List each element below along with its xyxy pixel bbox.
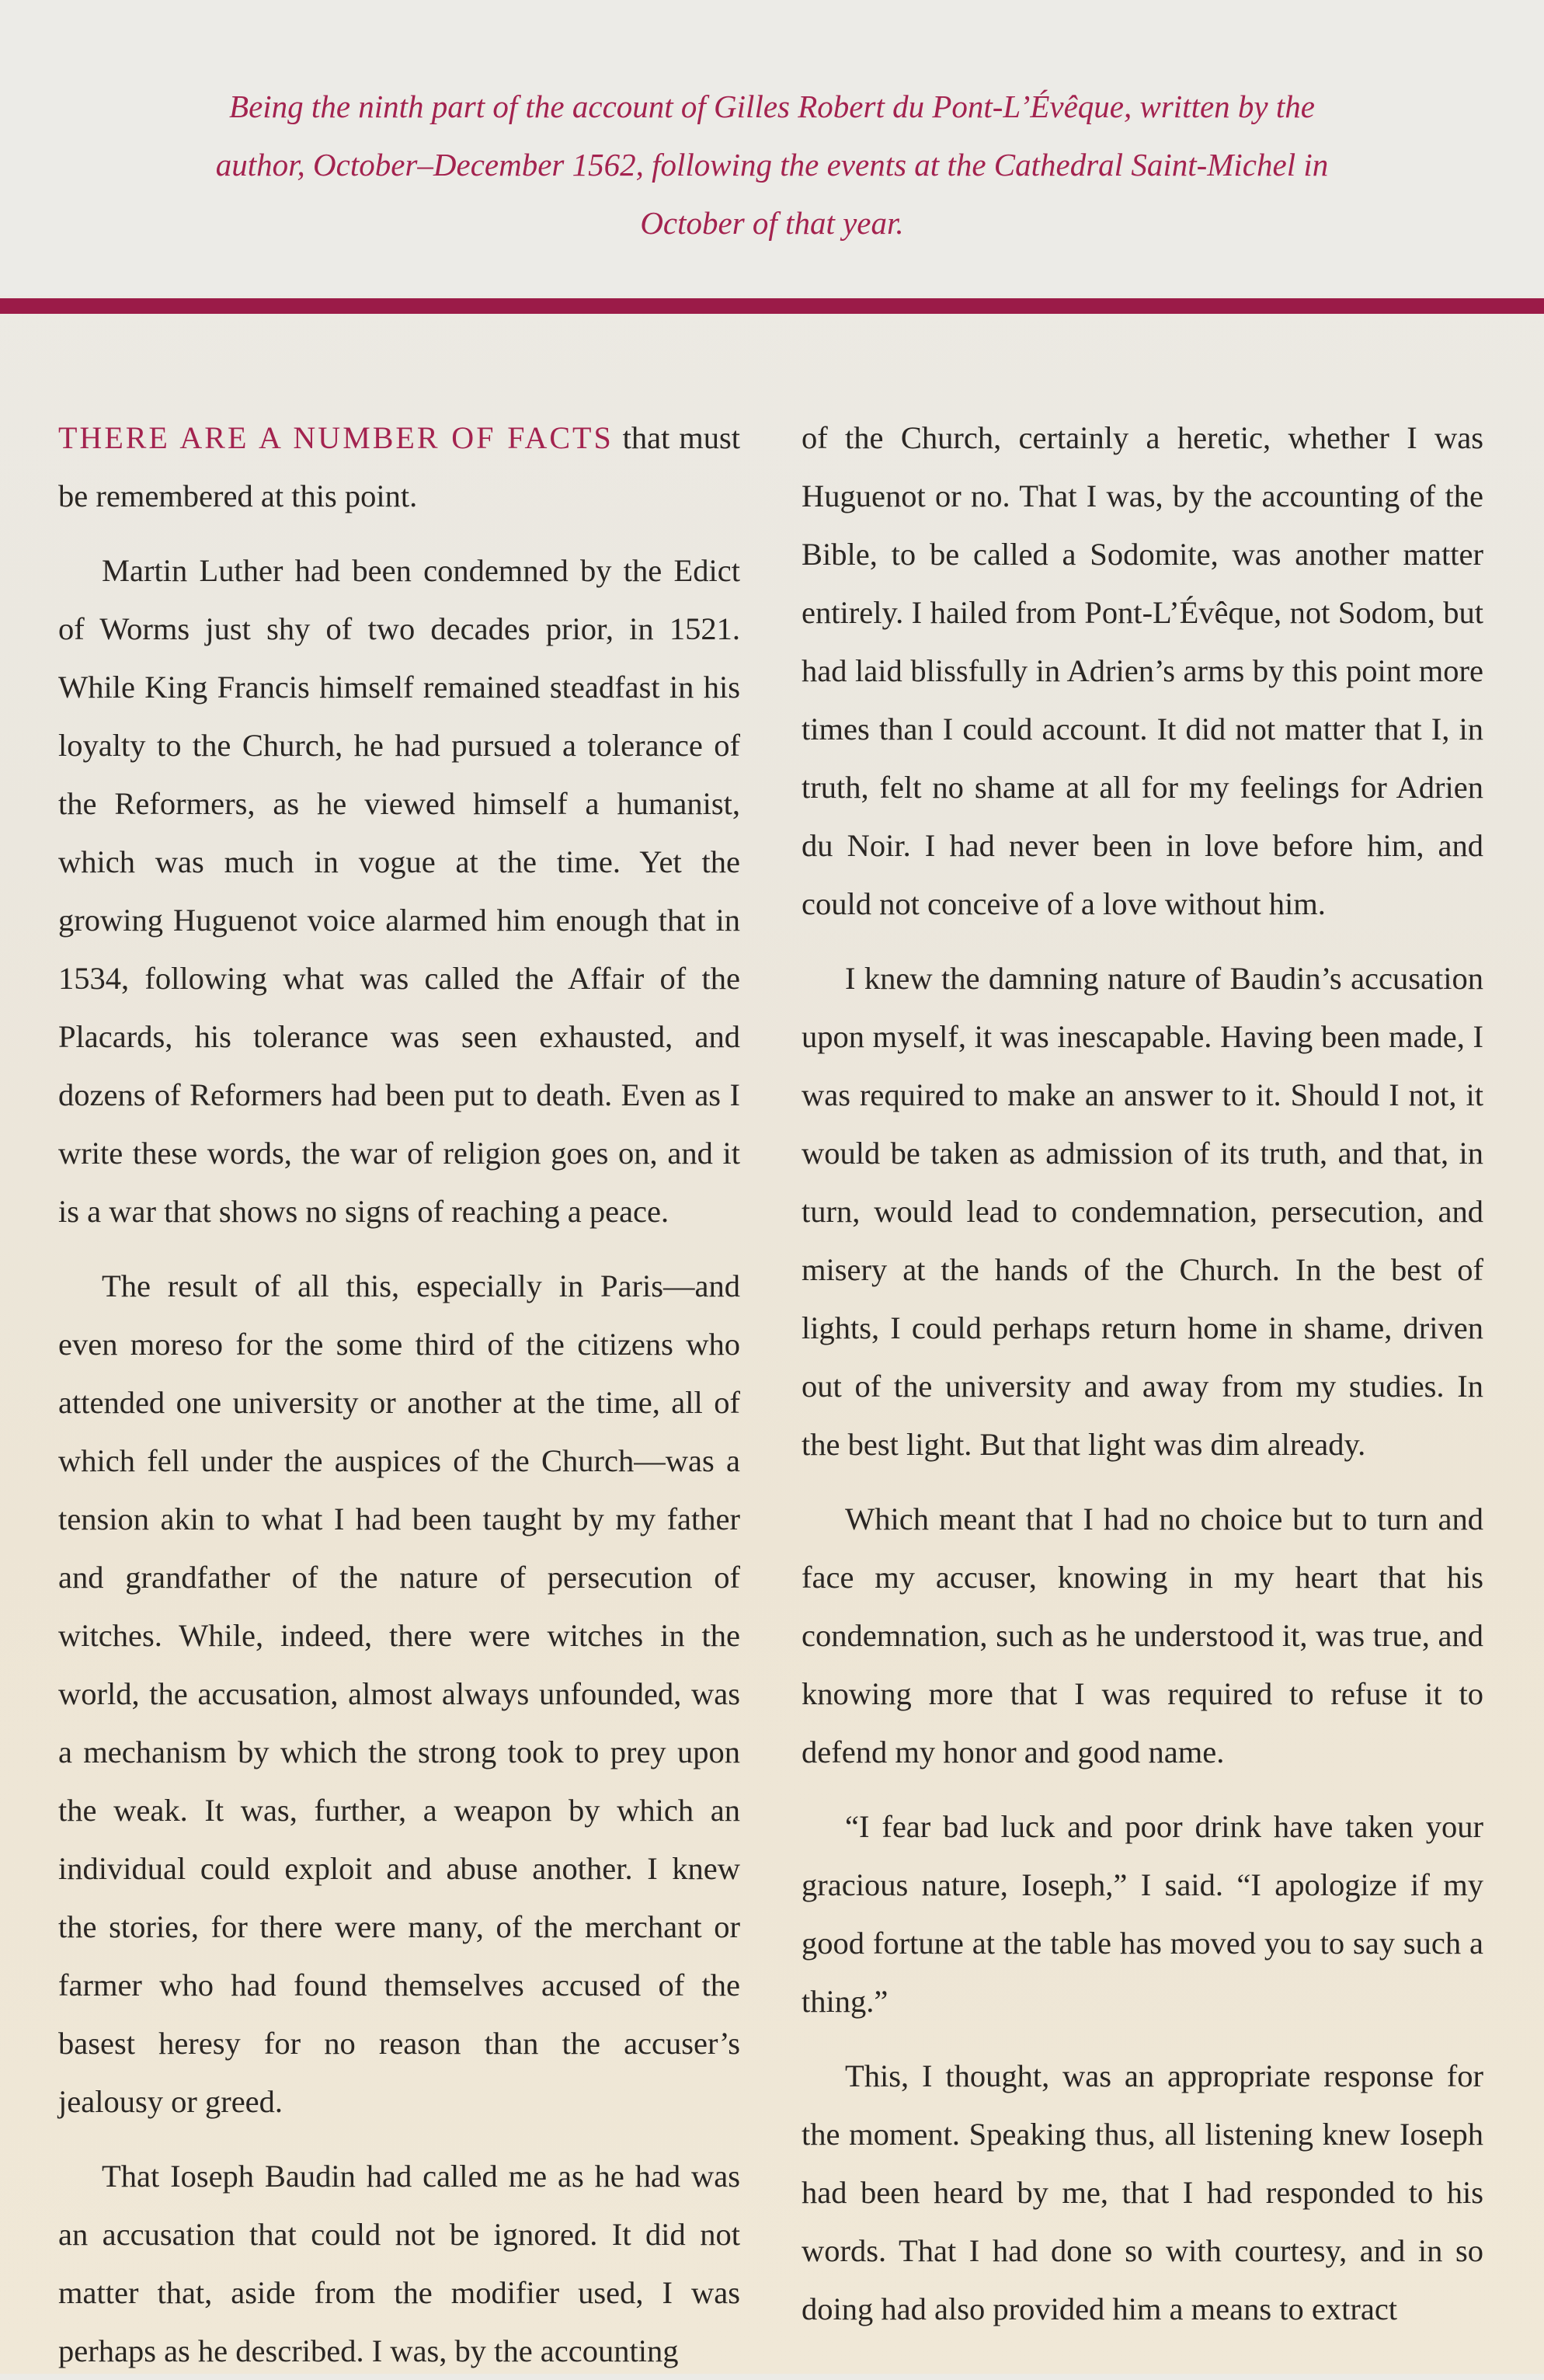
paragraph: Which meant that I had no choice but to turn and face my accuser, knowing in my heart that his condemnation, such as he understood it, was true, and knowing more that I was required to refuse it to defend my honor and good name. bbox=[802, 1501, 1483, 1769]
paragraph: of the Church, certainly a heretic, whether I was Huguenot or no. That I was, by the accounting of the Bible, to be called a Sodomite, was another matter entirely. I hailed from Pont-L’Évêque, not Sodom, but had laid blissfully in Adrien’s arms by this point more times than I could account. It did not matter that I, in truth, felt no shame at all for my feelings for Adrien du Noir. I had never been in love before him, and could not conceive of a love without him. bbox=[802, 420, 1483, 921]
paragraph bbox=[58, 409, 740, 525]
paragraph: This, I thought, was an appropriate response for the moment. Speaking thus, all listening knew Ioseph had been heard by me, that I had responded to his words. That I had done so with courtesy, and in so doing had also provided him a means to extract bbox=[802, 2058, 1483, 2326]
left-column bbox=[58, 409, 740, 2380]
right-column bbox=[802, 409, 1483, 2338]
header-rule bbox=[0, 298, 1544, 314]
opening-words: THERE ARE A NUMBER OF FACTS bbox=[58, 420, 614, 455]
paragraph: Martin Luther had been condemned by the Edict of Worms just shy of two decades prior, in 1521. While King Francis himself remained steadfast in his loyalty to the Church, he had pursued a tolerance of the Reformers, as he viewed himself a humanist, which was much in vogue at the time. Yet the growing Huguenot voice alarmed him enough that in 1534, following what was called the Affair of the Placards, his tolerance was seen exhausted, and dozens of Reformers had been put to death. Even as I write these words, the war of religion goes on, and it is a war that shows no signs of reaching a peace. bbox=[58, 553, 740, 1229]
paragraph: I knew the damning nature of Baudin’s accusation upon myself, it was inescapable. Having been made, I was required to make an answer to it. Should I not, it would be taken as admission of its truth, and that, in turn, would lead to condemnation, persecution, and misery at the hands of the Church. In the best of lights, I could perhaps return home in shame, driven out of the university and away from my studies. In the best light. But that light was dim already. bbox=[802, 961, 1483, 1462]
paragraph: “I fear bad luck and poor drink have taken your gracious nature, Ioseph,” I said. “I apologize if my good fortune at the table has moved you to say such a thing.” bbox=[802, 1809, 1483, 2019]
header-band bbox=[0, 0, 1544, 295]
paragraph-text: that must be remembered at this point. bbox=[58, 420, 741, 513]
paragraph: The result of all this, especially in Paris—and even moreso for the some third of the citizens who attended one university or another at the time, all of which fell under the auspices of the Church—was a tension akin to what I had been taught by my father and grandfather of the nature of persecution of witches. While, indeed, there were witches in the world, the accusation, almost always unfounded, was a mechanism by which the strong took to prey upon the weak. It was, further, a weapon by which an individual could exploit and abuse another. I knew the stories, for there were many, of the merchant or farmer who had found themselves accused of the basest heresy for no reason than the accuser’s jealousy or greed. bbox=[58, 1268, 740, 2119]
chapter-intro: Being the ninth part of the account of Gilles Robert du Pont-L’Évêque, written by the author, October–December 1562, following the events at the Cathedral Saint-Michel in October of that year. bbox=[215, 89, 1329, 241]
paragraph: That Ioseph Baudin had called me as he had was an accusation that could not be ignored. It did not matter that, aside from the modifier used, I was perhaps as he described. I was, by the accounting bbox=[58, 2159, 740, 2368]
